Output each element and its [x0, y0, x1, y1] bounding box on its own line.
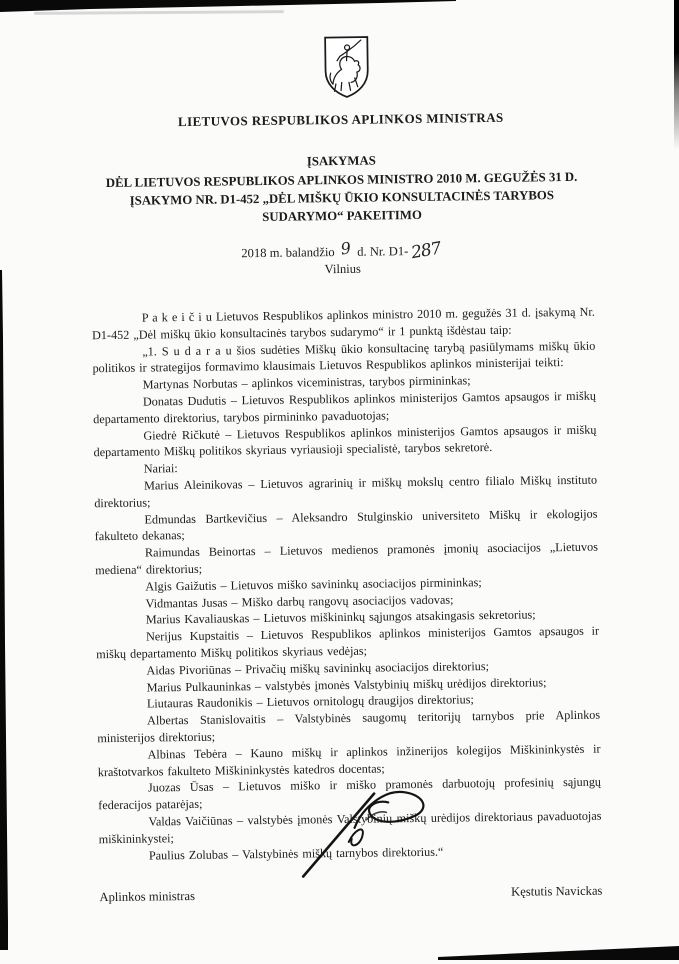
- council-member-line: Donatas Dudutis – Lietuvos Respublikos aplinkos ministerijos Gamtos apsaugos ir miškų departamento direktorius, tarybos pirmininko pavaduotojas;: [93, 388, 597, 427]
- city-label: Vilnius: [324, 261, 361, 277]
- council-member-line: Edmundas Bartkevičius – Aleksandro Stulginskio universiteto Miškų ir ekologijos fakulteto dekanas;: [94, 506, 598, 544]
- council-member-line: Vidmantas Jusas – Miško darbų rangovų asociacijos vadovas;: [145, 592, 454, 611]
- council-member-line: Martynas Norbutas – aplinkos viceministras, tarybos pirmininkas;: [142, 373, 471, 392]
- council-member-line: Valdas Vaičiūnas – valstybės įmonės Valstybinių miškų urėdijos direktoriaus pavaduotojas miškininkystei;: [98, 808, 602, 846]
- handwritten-day: 9: [339, 238, 352, 259]
- council-member-line: Nerijus Kupstaitis – Lietuvos Respublikos aplinkos ministerijos Gamtos apsaugos ir miškų departamento Miškų politikos skyriaus vedėjas;: [96, 623, 600, 662]
- order-paragraph: „1. S u d a r a u šios sudėties Miškų ūkio konsultacinę tarybą pasiūlymams miškų ūkio politikos ir strategijos formavimo klausimais Lietuvos Respublikos aplinkos ministerijai teikti:: [92, 338, 596, 376]
- members-heading: Nariai:: [143, 461, 178, 476]
- council-member-line: Algis Gaižutis – Lietuvos miško savininkų asociacijos pirmininkas;: [145, 574, 482, 594]
- council-member-line: Paulius Zolubas – Valstybinės miškų tarnybos direktorius.“: [148, 844, 444, 863]
- council-member-line: Raimundas Beinortas – Lietuvos medienos pramonės įmonių asociacijos „Lietuvos mediena“ direktorius;: [95, 539, 598, 578]
- order-title-line: ĮSAKYMO NR. D1-452 „DĖL MIŠKŲ ŪKIO KONSULTACINĖS TARYBOS: [129, 188, 555, 208]
- scan-edge-right: [674, 0, 679, 150]
- council-member-line: Marius Aleinikovas – Lietuvos agrarinių ir miškų mokslų centro filialo Miškų instituto direktorius;: [94, 472, 598, 510]
- minister-signature: [296, 779, 447, 879]
- order-title-line: SUDARYMO“ PAKEITIMO: [262, 207, 422, 224]
- order-title: [90, 168, 594, 229]
- council-member-line: Albinas Tebėra – Kauno miškų ir aplinkos inžinerijos kolegijos Miškininkystės ir kraštotvarkos fakulteto Miškininkystės katedros docentas;: [97, 741, 601, 779]
- council-member-line: Albertas Stanislovaitis – Valstybinės saugomų teritorijų tarnybos prie Aplinkos ministerijos direktorius;: [97, 707, 601, 746]
- minister-name: Kęstutis Navickas: [511, 883, 603, 900]
- order-title-line: DĖL LIETUVOS RESPUBLIKOS APLINKOS MINISTRO 2010 M. GEGUŽĖS 31 D.: [105, 169, 578, 191]
- council-member-line: Giedrė Ričkutė – Lietuvos Respublikos aplinkos ministerijos Gamtos apsaugos ir miškų departamento Miškų politikos skyriaus vyriausioji specialistė, tarybos sekretorė.: [93, 422, 597, 460]
- handwritten-order-number: 287: [409, 238, 443, 264]
- date-middle: d. Nr. D1-: [357, 244, 409, 259]
- document-type-heading: ĮSAKYMAS: [306, 153, 376, 169]
- date-prefix: 2018 m. balandžio: [241, 245, 335, 261]
- vytis-coat-of-arms-icon: [320, 36, 373, 101]
- minister-post-label: Aplinkos ministras: [99, 889, 196, 905]
- council-member-line: Liutauras Raudonikis – Lietuvos ornitologų draugijos direktorius;: [146, 692, 474, 711]
- council-member-line: Marius Pulkauninkas – valstybės įmonės Valstybinių miškų urėdijos direktorius;: [146, 674, 547, 695]
- institution-title: LIETUVOS RESPUBLIKOS APLINKOS MINISTRAS: [177, 109, 504, 130]
- order-paragraph: P a k e i č i u Lietuvos Respublikos aplinkos ministro 2010 m. gegužės 31 d. įsakymą Nr. D1-452 „Dėl miškų ūkio konsultacinės tarybos sudarymo“ ir 1 punktą išdėstau taip:: [91, 304, 595, 343]
- council-member-line: Marius Kavaliauskas – Lietuvos miškininkų sąjungos atsakingasis sekretorius;: [145, 607, 536, 627]
- council-member-line: Juozas Ūsas – Lietuvos miško ir miško pramonės darbuotojų profesinių sąjungų federacijos patarėjas;: [98, 774, 602, 813]
- council-member-line: Aidas Pivoriūnas – Privačių miškų savininkų asociacijos direktorius;: [146, 658, 490, 678]
- signature-block: [99, 884, 602, 906]
